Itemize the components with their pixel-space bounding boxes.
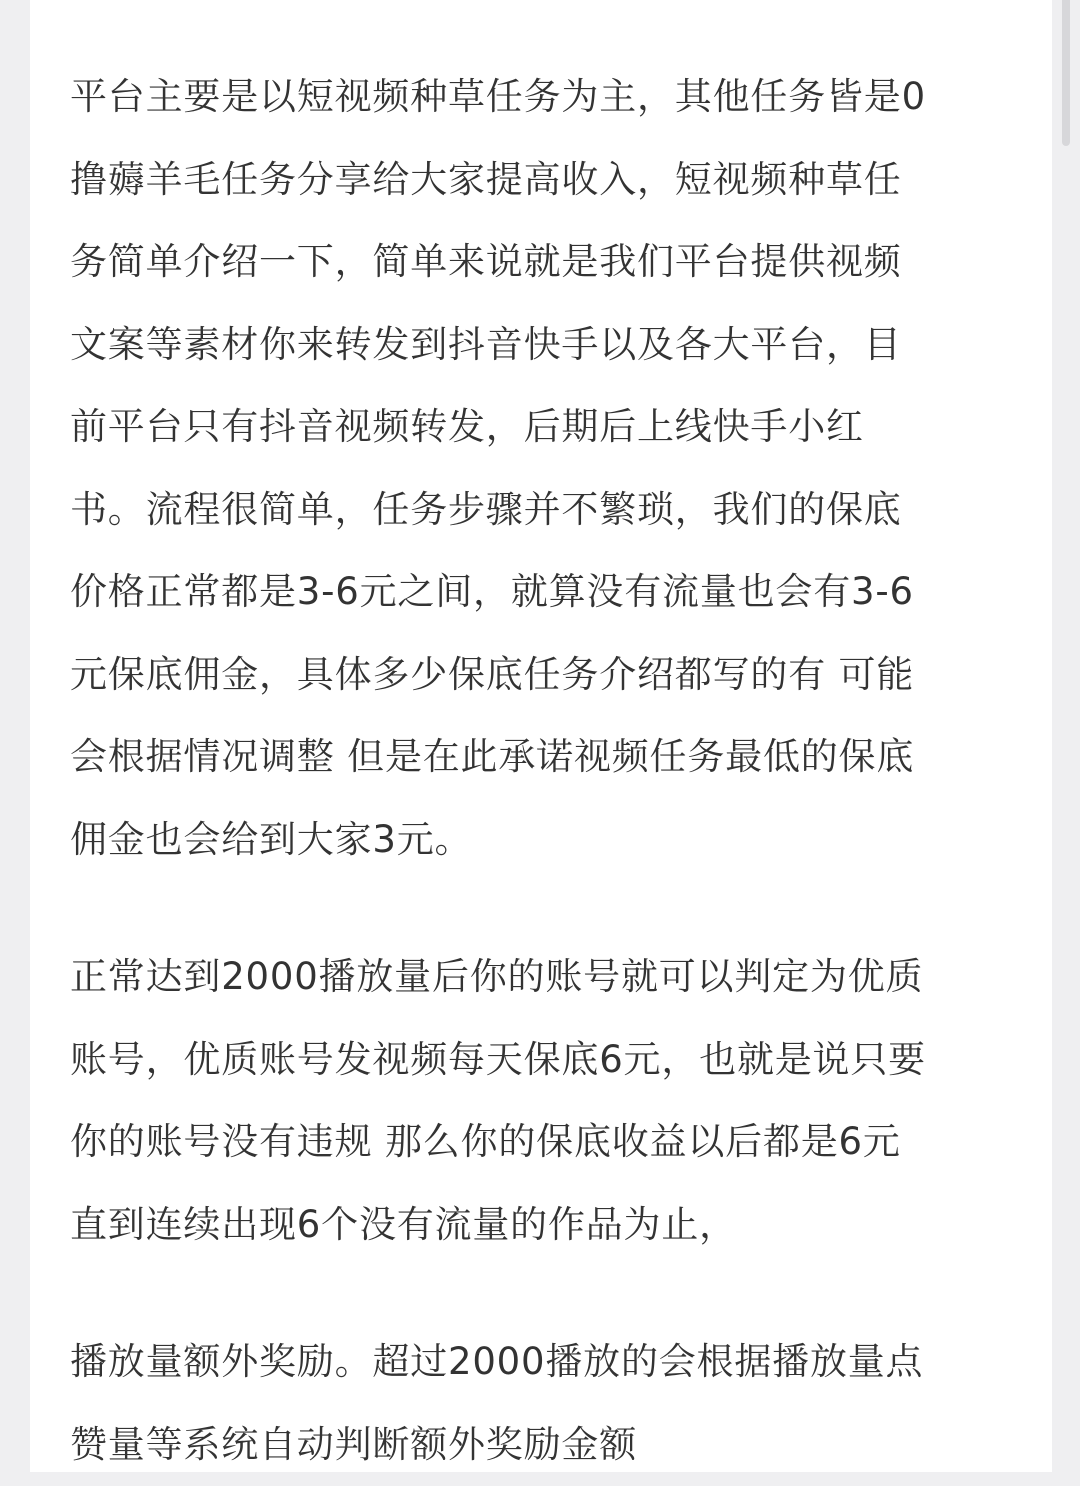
paragraph-quality-account: 正常达到2000播放量后你的账号就可以判定为优质 账号，优质账号发视频每天保底6元，也就是说只要 你的账号没有违规 那么你的保底收益以后都是6元 直到连续出现6个没有流量的作品为止， [70, 955, 926, 1246]
paragraph-extra-reward: 播放量额外奖励。超过2000播放的会根据播放量点 赞量等系统自动判断额外奖励金额 [70, 1340, 924, 1466]
scroll-indicator[interactable] [1062, 0, 1070, 146]
article-card [30, 0, 1052, 1472]
paragraph-task-intro: 平台主要是以短视频种草任务为主，其他任务皆是0 撸薅羊毛任务分享给大家提高收入，短视频种草任 务简单介绍一下，简单来说就是我们平台提供视频 文案等素材你来转发到抖音快手以及各大平台，目 前平台只有抖音视频转发，后期后上线快手小红 书。流程很简单，任务步骤并不繁琐，我们的保底 价格正常都是3-6元之间，就算没有流量也会有3-6 元保底佣金，具体多少保底任务介绍都写的有 可能 会根据情况调整 但是在此承诺视频任务最低的保底 佣金也会给到大家3元。 [70, 75, 926, 861]
article-body [70, 56, 1022, 1486]
